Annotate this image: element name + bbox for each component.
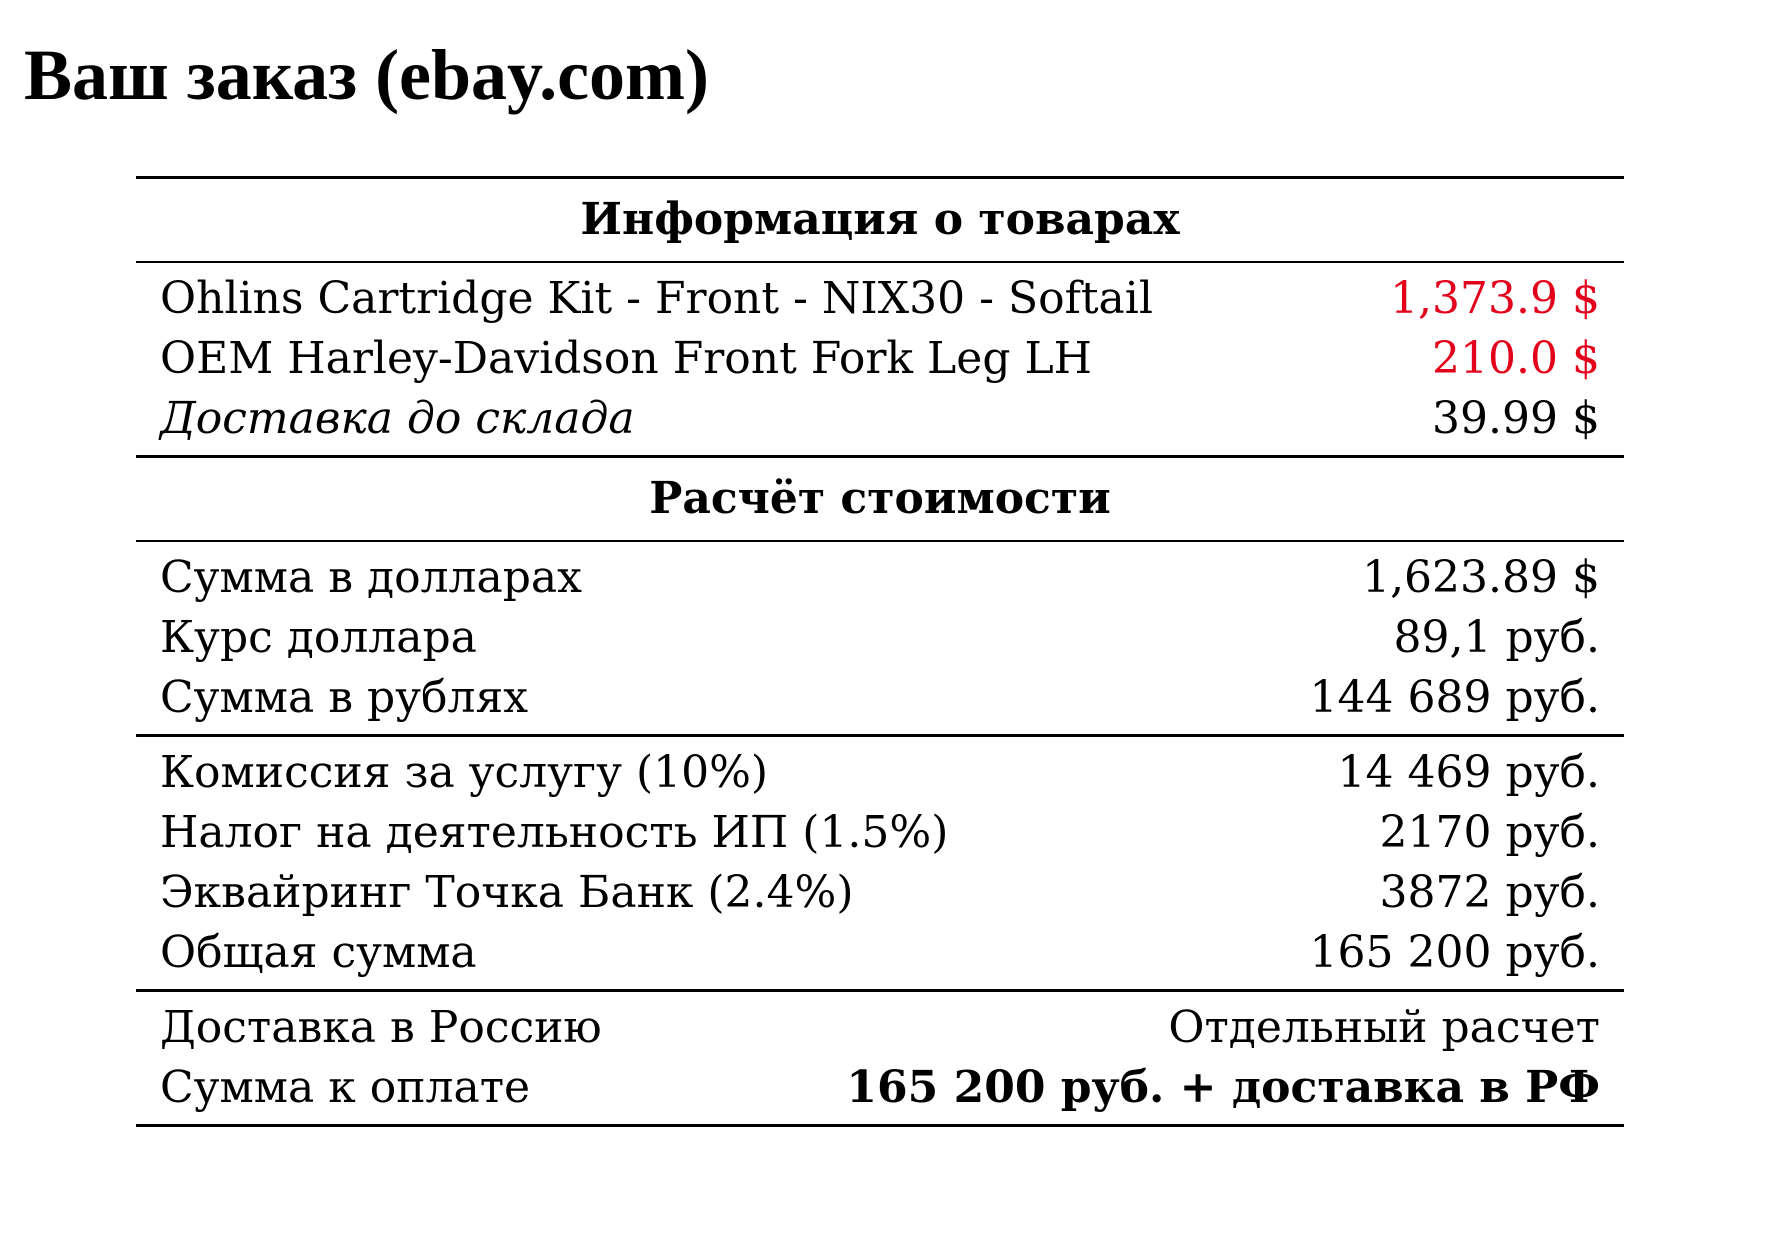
grand-total-label: Общая сумма [160,927,477,978]
product-price: 1,373.9 $ [1390,273,1600,324]
amount-due-row [136,1058,1624,1118]
usd-total-row [136,548,1624,608]
final-list [136,992,1624,1124]
grand-total-row [136,923,1624,983]
exchange-rate-label: Курс доллара [160,612,477,663]
cost-heading: Расчёт стоимости [649,473,1111,524]
amount-due-value: 165 200 руб. + доставка в РФ [846,1062,1600,1113]
russia-shipping-label: Доставка в Россию [160,1002,602,1053]
page-title: Ваш заказ (ebay.com) [24,35,709,115]
rub-total-row [136,668,1624,728]
service-fee-label: Комиссия за услугу (10%) [160,747,769,798]
usd-total-label: Сумма в долларах [160,552,582,603]
amount-due-label: Сумма к оплате [160,1062,531,1113]
product-name: Ohlins Cartridge Kit - Front - NIX30 - Softail [160,273,1153,324]
product-row [136,269,1624,329]
rub-total-label: Сумма в рублях [160,672,529,723]
acquiring-value: 3872 руб. [1379,867,1600,918]
product-row [136,329,1624,389]
product-name: OEM Harley-Davidson Front Fork Leg LH [160,333,1093,384]
russia-shipping-value: Отдельный расчет [1168,1002,1600,1053]
fees-list [136,737,1624,989]
exchange-rate-row [136,608,1624,668]
tax-value: 2170 руб. [1379,807,1600,858]
product-price: 210.0 $ [1432,333,1600,384]
rub-total-value: 144 689 руб. [1309,672,1600,723]
tax-row [136,803,1624,863]
warehouse-shipping-price: 39.99 $ [1432,393,1600,444]
service-fee-value: 14 469 руб. [1337,747,1600,798]
service-fee-row [136,743,1624,803]
order-summary-table [136,176,1624,1127]
bottom-rule [136,1124,1624,1127]
russia-shipping-row [136,998,1624,1058]
tax-label: Налог на деятельность ИП (1.5%) [160,807,949,858]
acquiring-row [136,863,1624,923]
usd-total-value: 1,623.89 $ [1362,552,1600,603]
acquiring-label: Эквайринг Точка Банк (2.4%) [160,867,854,918]
warehouse-shipping-label: Доставка до склада [160,393,635,444]
products-heading: Информация о товарах [580,194,1180,245]
exchange-rate-value: 89,1 руб. [1393,612,1600,663]
conversion-list [136,542,1624,734]
grand-total-value: 165 200 руб. [1309,927,1600,978]
warehouse-shipping-row [136,389,1624,449]
products-list [136,263,1624,455]
